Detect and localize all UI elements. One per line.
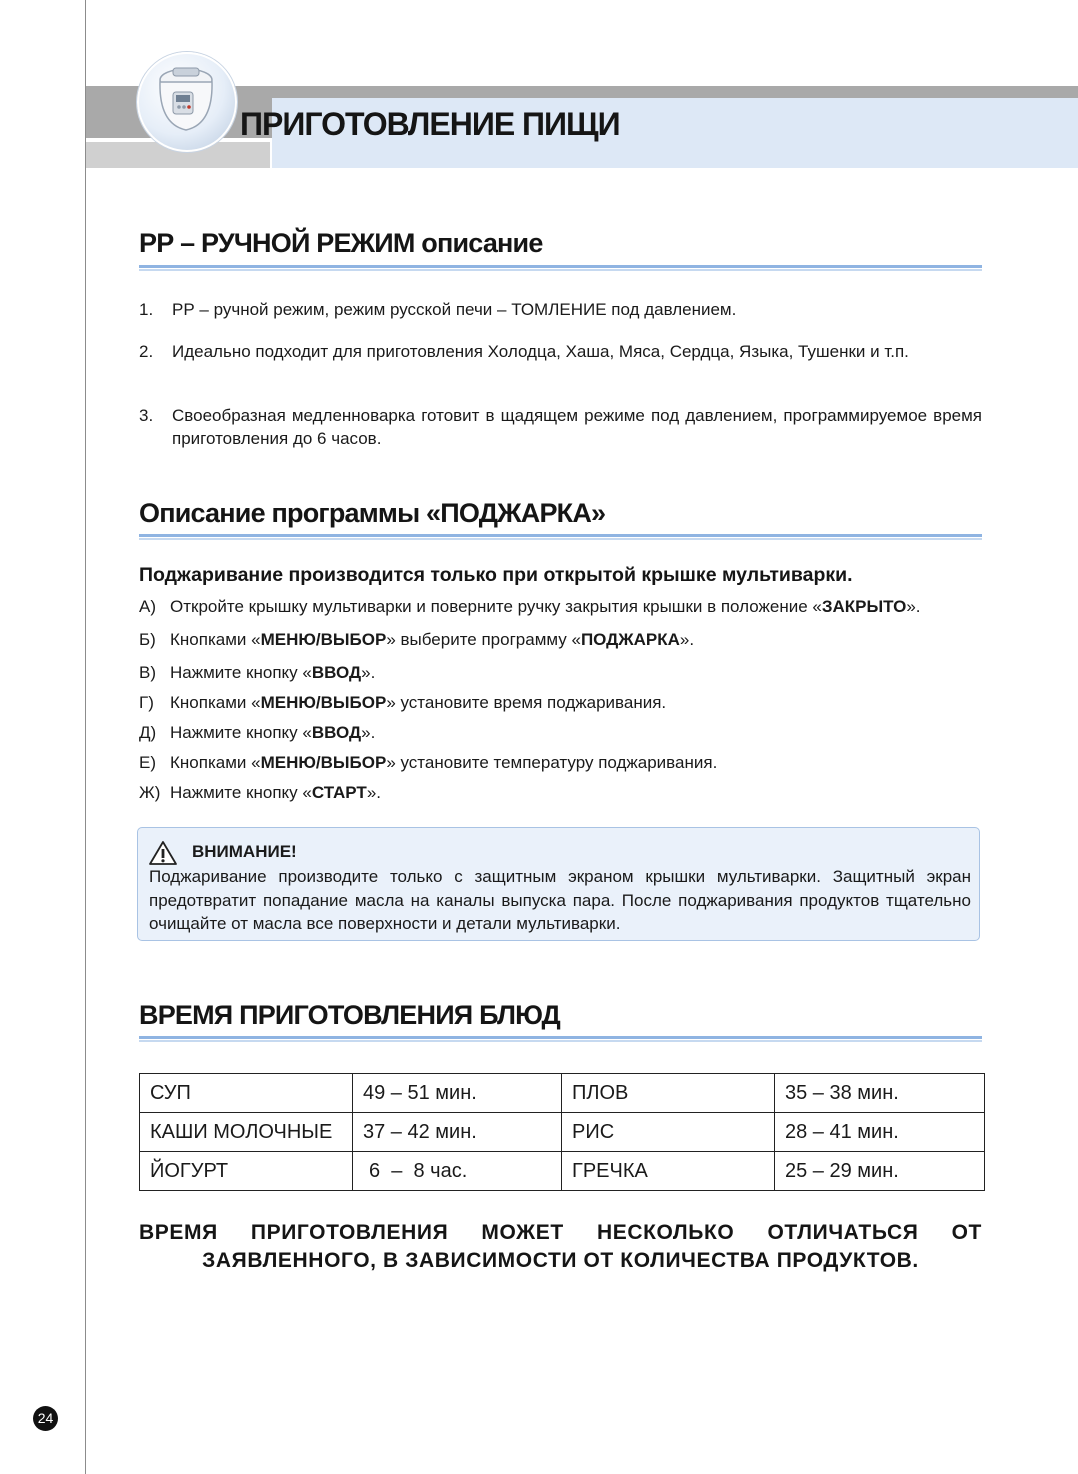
- step-text: ».: [366, 783, 381, 802]
- header-band-top: [272, 86, 1078, 98]
- list-item: [139, 340, 982, 363]
- list-item-number: 3.: [139, 406, 154, 425]
- page-margin-line: [85, 0, 86, 1474]
- warning-box: [137, 827, 980, 941]
- time-cell: 49 – 51 мин.: [353, 1074, 562, 1113]
- step-keyword: МЕНЮ/ВЫБОР: [260, 753, 387, 772]
- table-row: [140, 1074, 985, 1113]
- section-rule: [139, 534, 982, 540]
- list-item-number: 2.: [139, 342, 154, 361]
- step-letter: Ж): [139, 783, 161, 802]
- time-cell: 35 – 38 мин.: [775, 1074, 985, 1113]
- cooking-time-note: [139, 1219, 982, 1275]
- step-keyword: ВВОД: [311, 723, 362, 742]
- dish-name-cell: СУП: [140, 1074, 353, 1113]
- time-cell: 6 – 8 час.: [353, 1152, 562, 1191]
- list-item: [139, 298, 982, 321]
- step-text: ».: [679, 630, 695, 649]
- step-letter: А): [139, 597, 156, 616]
- step-keyword: ПОДЖАРКА: [580, 630, 680, 649]
- step-text: » установите время поджаривания.: [386, 693, 667, 712]
- step-text: Нажмите кнопку «: [170, 663, 312, 682]
- step-text: Кнопками «: [170, 630, 261, 649]
- step-text: » установите температуру поджаривания.: [386, 753, 718, 772]
- page-title: ПРИГОТОВЛЕНИЕ ПИЩИ: [240, 106, 620, 142]
- list-item: [139, 404, 982, 450]
- step-letter: В): [139, 663, 156, 682]
- cooking-times-table: [139, 1073, 985, 1191]
- warning-triangle-icon: [148, 840, 178, 866]
- list-item-text: Своеобразная медленноварка готовит в щадящем режиме под давлением, программируемое время приготовления до 6 часов.: [172, 406, 982, 448]
- step-text: Кнопками «: [170, 753, 261, 772]
- step-letter: Е): [139, 753, 156, 772]
- note-line-2: ЗАЯВЛЕННОГО, В ЗАВИСИМОСТИ ОТ КОЛИЧЕСТВА ПРОДУКТОВ.: [202, 1249, 919, 1272]
- step-text: Кнопками «: [170, 693, 261, 712]
- section-title-frying: Описание программы «ПОДЖАРКА»: [139, 498, 606, 528]
- warning-text: Поджаривание производите только с защитным экраном крышки мультиварки. Защитный экран предотвратит попадание масла на каналы выпуска пара. После поджаривания продуктов тщательно очищайте от масла все поверхности и детали мультиварки.: [149, 867, 971, 933]
- page-number: 24: [33, 1406, 58, 1431]
- step-item: [139, 629, 999, 651]
- list-item-text: Идеально подходит для приготовления Холодца, Хаша, Мяса, Сердца, Языка, Тушенки и т.п.: [172, 342, 909, 361]
- step-text: Нажмите кнопку «: [170, 783, 312, 802]
- step-letter: Г): [139, 693, 154, 712]
- time-cell: 28 – 41 мин.: [775, 1113, 985, 1152]
- dish-name-cell: РИС: [562, 1113, 775, 1152]
- step-text: ».: [361, 663, 376, 682]
- step-text: ».: [906, 597, 921, 616]
- dish-name-cell: КАШИ МОЛОЧНЫЕ: [140, 1113, 353, 1152]
- step-text: Откройте крышку мультиварки и поверните ручку закрытия крышки в положение «: [170, 597, 822, 616]
- note-line-1: ВРЕМЯ ПРИГОТОВЛЕНИЯ МОЖЕТ НЕСКОЛЬКО ОТЛИЧАТЬСЯ ОТ: [139, 1221, 982, 1244]
- time-cell: 25 – 29 мин.: [775, 1152, 985, 1191]
- time-cell: 37 – 42 мин.: [353, 1113, 562, 1152]
- section-rule: [139, 1036, 982, 1042]
- step-text: Нажмите кнопку «: [170, 723, 312, 742]
- step-keyword: ВВОД: [311, 663, 362, 682]
- step-text: » выберите программу «: [386, 630, 581, 649]
- step-item: [139, 782, 999, 804]
- step-item: [139, 722, 999, 744]
- step-text: ».: [361, 723, 376, 742]
- section-title-manual-mode: РР – РУЧНОЙ РЕЖИМ описание: [139, 228, 543, 258]
- list-item-text: РР – ручной режим, режим русской печи – ТОМЛЕНИЕ под давлением.: [172, 300, 737, 319]
- step-item: [139, 752, 999, 774]
- list-item-number: 1.: [139, 300, 154, 319]
- step-letter: Д): [139, 723, 157, 742]
- warning-title: ВНИМАНИЕ!: [192, 842, 297, 861]
- step-keyword: СТАРТ: [311, 783, 367, 802]
- table-row: [140, 1113, 985, 1152]
- section-rule: [139, 265, 982, 271]
- step-item: [139, 662, 999, 684]
- step-letter: Б): [139, 630, 156, 649]
- table-row: [140, 1152, 985, 1191]
- step-keyword: ЗАКРЫТО: [821, 597, 907, 616]
- step-keyword: МЕНЮ/ВЫБОР: [260, 630, 387, 649]
- step-keyword: МЕНЮ/ВЫБОР: [260, 693, 387, 712]
- dish-name-cell: ГРЕЧКА: [562, 1152, 775, 1191]
- section-title-cooking-times: ВРЕМЯ ПРИГОТОВЛЕНИЯ БЛЮД: [139, 1000, 560, 1030]
- dish-name-cell: ЙОГУРТ: [140, 1152, 353, 1191]
- step-item: [139, 596, 999, 618]
- step-item: [139, 692, 999, 714]
- rice-cooker-icon: [137, 52, 237, 152]
- dish-name-cell: ПЛОВ: [562, 1074, 775, 1113]
- frying-subtitle: Поджаривание производится только при открытой крышке мультиварки.: [139, 564, 853, 586]
